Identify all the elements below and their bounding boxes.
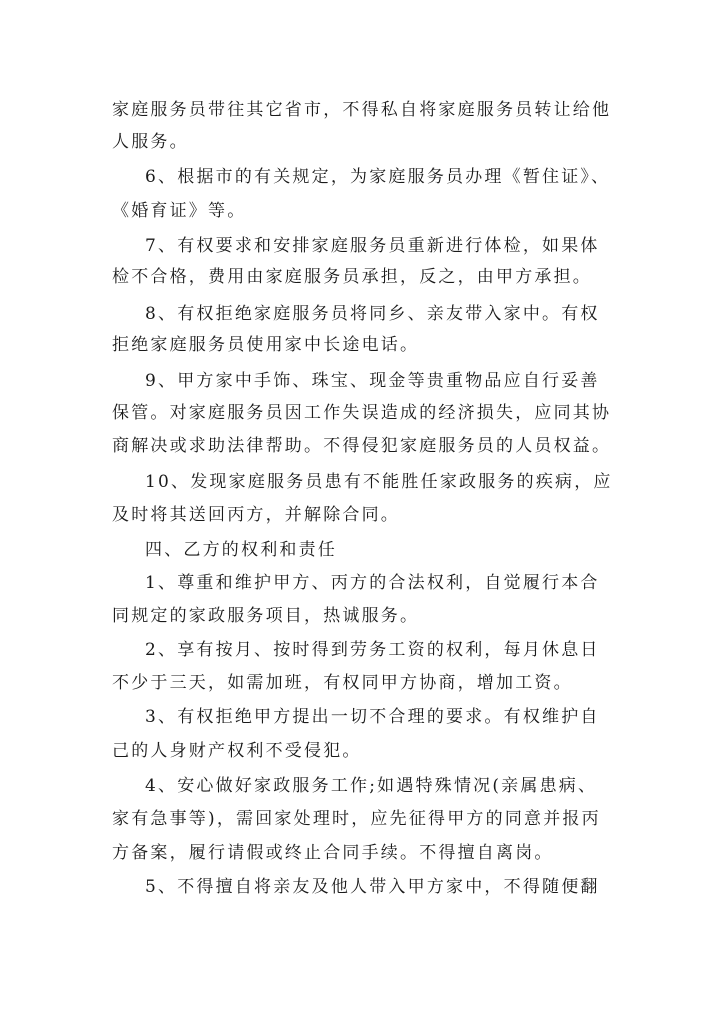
text-line: 10、发现家庭服务员患有不能胜任家政服务的疾病，应 — [145, 472, 613, 492]
text-line: 家有急事等)，需回家处理时，应先征得甲方的同意并报丙 — [112, 809, 601, 829]
text-line: 6、根据市的有关规定，为家庭服务员办理《暂住证》、 — [145, 167, 611, 187]
text-line: 2、享有按月、按时得到劳务工资的权利，每月休息日 — [145, 640, 600, 660]
text-line: 人服务。 — [112, 132, 189, 152]
text-line: 3、有权拒绝甲方提出一切不合理的要求。有权维护自 — [145, 707, 600, 727]
text-line: 7、有权要求和安排家庭服务员重新进行体检，如果体 — [145, 236, 600, 256]
text-line: 不少于三天，如需加班，有权同甲方协商，增加工资。 — [112, 673, 573, 693]
text-line: 拒绝家庭服务员使用家中长途电话。 — [112, 335, 420, 355]
text-line: 己的人身财产权利不受侵犯。 — [112, 741, 362, 761]
text-line: 1、尊重和维护甲方、丙方的合法权利，自觉履行本合 — [145, 573, 600, 593]
text-line: 检不合格，费用由家庭服务员承担，反之，由甲方承担。 — [112, 267, 592, 287]
text-line: 4、安心做好家政服务工作;如遇特殊情况(亲属患病、 — [145, 776, 598, 796]
text-line: 家庭服务员带往其它省市，不得私自将家庭服务员转让给他 — [112, 100, 612, 120]
text-line: 商解决或求助法律帮助。不得侵犯家庭服务员的人员权益。 — [112, 436, 612, 456]
text-line: 同规定的家政服务项目，热诚服务。 — [112, 606, 420, 626]
text-line: 保管。对家庭服务员因工作失误造成的经济损失，应同其协 — [112, 403, 612, 423]
text-line: 9、甲方家中手饰、珠宝、现金等贵重物品应自行妥善 — [145, 371, 600, 391]
text-line: 方备案，履行请假或终止合同手续。不得擅自离岗。 — [112, 843, 554, 863]
section-heading: 四、乙方的权利和责任 — [145, 540, 337, 560]
text-line: 及时将其送回丙方，并解除合同。 — [112, 505, 400, 525]
text-line: 5、不得擅自将亲友及他人带入甲方家中，不得随便翻 — [145, 877, 600, 897]
text-line: 《婚育证》等。 — [112, 201, 247, 221]
text-line: 8、有权拒绝家庭服务员将同乡、亲友带入家中。有权 — [145, 304, 600, 324]
